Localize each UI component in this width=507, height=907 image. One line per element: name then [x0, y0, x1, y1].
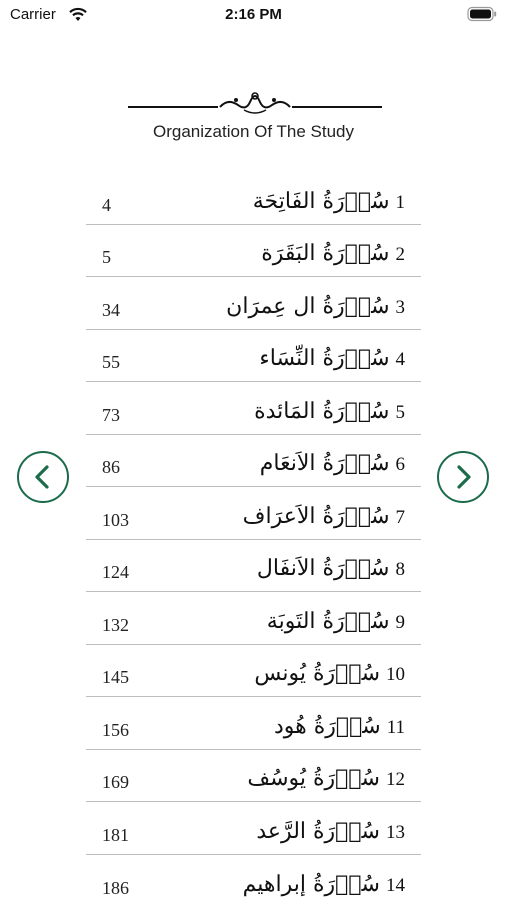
- toc-page-number: 4: [102, 195, 111, 216]
- toc-page-number: 73: [102, 405, 120, 426]
- toc-entry: [257, 556, 405, 581]
- toc-entry: [243, 504, 405, 529]
- toc-page-number: 181: [102, 825, 129, 846]
- status-bar: [0, 0, 507, 32]
- toc-entry: [226, 294, 405, 319]
- surah-name: سُوۡرَةُ الاَنفَال: [257, 556, 390, 581]
- toc-number: 2: [396, 244, 406, 265]
- toc-number: 11: [387, 717, 405, 738]
- toc-entry: [247, 766, 405, 791]
- toc-row[interactable]: [86, 277, 421, 330]
- toc-row[interactable]: [86, 487, 421, 540]
- surah-name: سُوۡرَةُ هُود: [274, 714, 381, 739]
- chevron-right-icon: [439, 453, 487, 501]
- status-time: 2:16 PM: [0, 6, 507, 23]
- surah-name: سُوۡرَةُ ال عِمرَان: [226, 294, 389, 319]
- title-ornament: [128, 86, 382, 116]
- toc-row[interactable]: [86, 855, 421, 907]
- carrier-label: Carrier: [10, 6, 56, 23]
- surah-name: سُوۡرَةُ التَوبَة: [267, 609, 390, 634]
- toc-page-number: 169: [102, 772, 129, 793]
- toc-entry: [260, 451, 405, 476]
- toc-page-number: 132: [102, 615, 129, 636]
- surah-name: سُوۡرَةُ يُوسُف: [247, 766, 380, 791]
- surah-name: سُوۡرَةُ إبراهيم: [243, 872, 380, 897]
- surah-name: سُوۡرَةُ البَقَرَة: [261, 241, 389, 266]
- surah-name: سُوۡرَةُ الاَعرَاف: [243, 504, 390, 529]
- toc-row[interactable]: [86, 540, 421, 593]
- toc-page-number: 55: [102, 352, 120, 373]
- toc-number: 6: [396, 454, 406, 475]
- page-title: Organization Of The Study: [0, 122, 507, 142]
- chevron-left-icon: [19, 453, 67, 501]
- toc-page-number: 103: [102, 510, 129, 531]
- toc-row[interactable]: [86, 382, 421, 435]
- toc-number: 14: [386, 875, 405, 896]
- surah-name: سُوۡرَةُ الاَنعَام: [260, 451, 390, 476]
- next-page-button[interactable]: [437, 451, 489, 503]
- toc-number: 3: [396, 297, 406, 318]
- previous-page-button[interactable]: [17, 451, 69, 503]
- toc-page-number: 156: [102, 720, 129, 741]
- toc-number: 10: [386, 664, 405, 685]
- toc-page-number: 186: [102, 878, 129, 899]
- toc-entry: [274, 714, 405, 739]
- toc-row[interactable]: [86, 172, 421, 225]
- toc-row[interactable]: [86, 750, 421, 803]
- toc-entry: [259, 346, 405, 371]
- toc-number: 7: [396, 507, 406, 528]
- toc-entry: [256, 819, 405, 844]
- surah-name: سُوۡرَةُ يُونس: [254, 661, 380, 686]
- toc-number: 9: [396, 612, 406, 633]
- toc-entry: [253, 189, 405, 214]
- toc-entry: [254, 399, 405, 424]
- toc-number: 12: [386, 769, 405, 790]
- toc-page-number: 86: [102, 457, 120, 478]
- toc-number: 8: [396, 559, 406, 580]
- toc-number: 4: [396, 349, 406, 370]
- toc-entry: [261, 241, 405, 266]
- toc-row[interactable]: [86, 330, 421, 383]
- toc-row[interactable]: [86, 697, 421, 750]
- toc-page-number: 145: [102, 667, 129, 688]
- toc-page-number: 124: [102, 562, 129, 583]
- table-of-contents: [86, 172, 421, 907]
- toc-row[interactable]: [86, 225, 421, 278]
- toc-row[interactable]: [86, 435, 421, 488]
- surah-name: سُوۡرَةُ الرَّعد: [256, 819, 380, 844]
- toc-page-number: 5: [102, 247, 111, 268]
- toc-row[interactable]: [86, 592, 421, 645]
- toc-entry: [254, 661, 405, 686]
- toc-number: 1: [396, 192, 406, 213]
- surah-name: سُوۡرَةُ الفَاتِحَة: [253, 189, 390, 214]
- toc-entry: [267, 609, 405, 634]
- toc-row[interactable]: [86, 802, 421, 855]
- toc-page-number: 34: [102, 300, 120, 321]
- toc-number: 13: [386, 822, 405, 843]
- toc-number: 5: [396, 402, 406, 423]
- surah-name: سُوۡرَةُ المَائدة: [254, 399, 389, 424]
- toc-entry: [243, 872, 405, 897]
- battery-icon: [467, 6, 497, 22]
- surah-name: سُوۡرَةُ النِّسَاء: [259, 346, 389, 371]
- toc-row[interactable]: [86, 645, 421, 698]
